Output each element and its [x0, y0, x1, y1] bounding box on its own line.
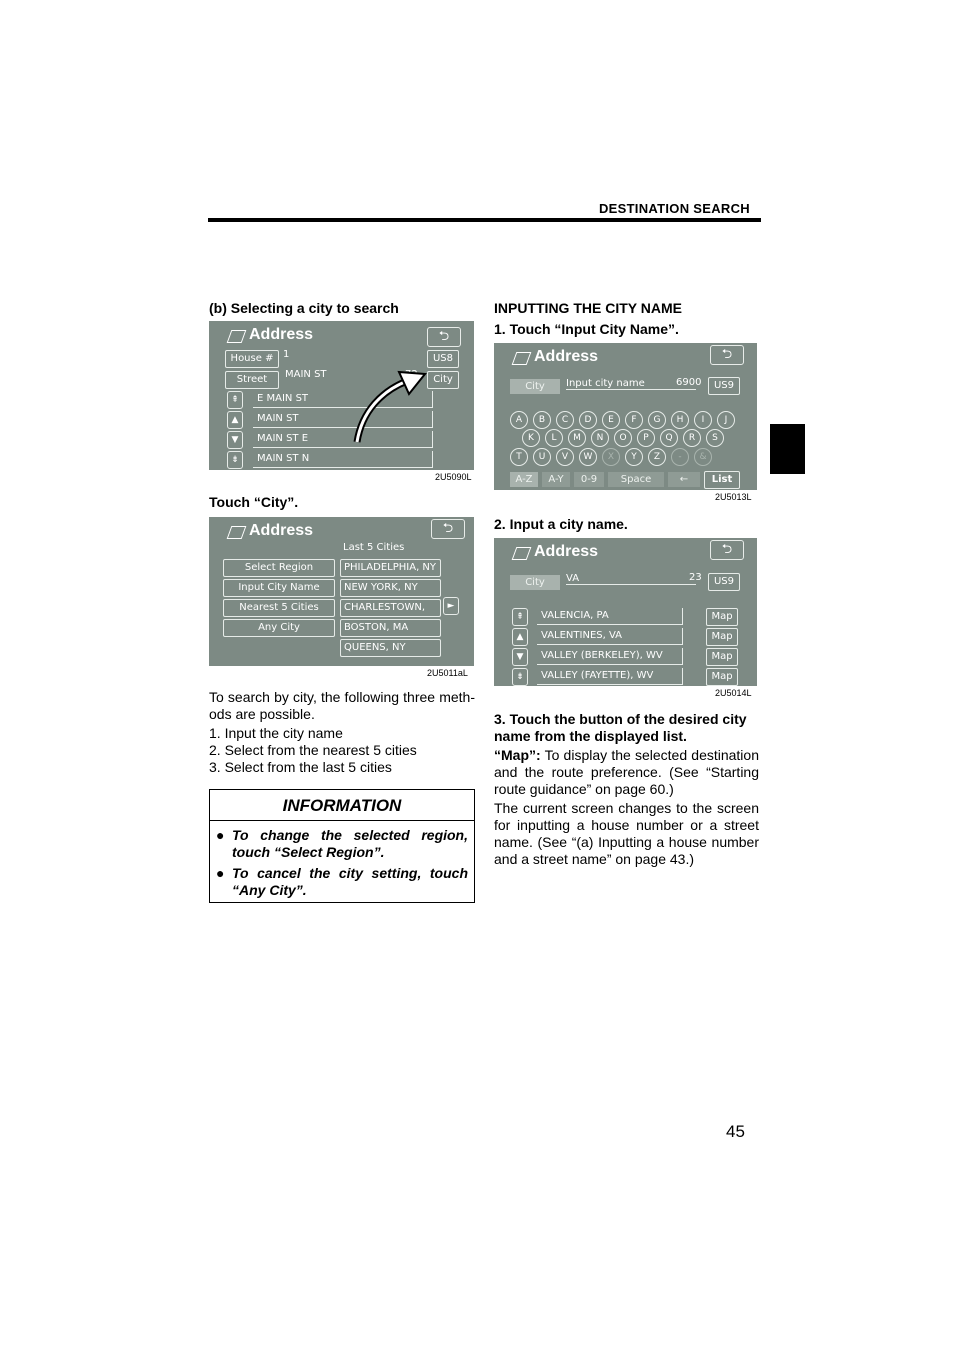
keyboard-key[interactable]: T [510, 448, 528, 466]
screen-title: Address [534, 348, 599, 365]
house-number-button[interactable]: House # [225, 350, 279, 368]
keyboard-key[interactable]: U [533, 448, 551, 466]
subheading-b: (b) Selecting a city to search [209, 300, 399, 316]
method-item: 3. Select from the last 5 cities [209, 759, 392, 775]
page-down-icon[interactable]: ⇟ [512, 668, 528, 686]
keyboard-key[interactable]: - [671, 448, 689, 466]
keyboard-key[interactable]: D [579, 411, 597, 429]
next-page-icon[interactable]: ► [443, 597, 459, 615]
keyboard-key[interactable]: Z [648, 448, 666, 466]
nearest-5-cities-button[interactable]: Nearest 5 Cities [223, 599, 335, 617]
a-y-button[interactable]: A-Y [542, 472, 570, 487]
method-item: 2. Select from the nearest 5 cities [209, 742, 417, 758]
nav-screen-keyboard [494, 343, 757, 490]
address-book-icon [512, 352, 532, 365]
keyboard-key[interactable]: S [706, 429, 724, 447]
map-button[interactable]: Map [706, 668, 738, 686]
city-list-item[interactable]: VALLEY (BERKELEY), WV [537, 648, 683, 665]
address-book-icon [227, 330, 247, 343]
step-1: 1. Touch “Input City Name”. [494, 321, 679, 337]
keyboard-key[interactable]: B [533, 411, 551, 429]
recent-city-button[interactable]: NEW YORK, NY [340, 579, 441, 597]
city-name-input[interactable]: Input city name [566, 378, 696, 390]
scroll-down-icon[interactable]: ▼ [512, 648, 528, 666]
keyboard-key[interactable]: W [579, 448, 597, 466]
map-term: “Map”: [494, 747, 541, 763]
section-header: DESTINATION SEARCH [598, 201, 750, 216]
figure-code: 2U5011aL [427, 668, 468, 678]
numeric-button[interactable]: 0-9 [574, 472, 604, 487]
back-icon[interactable]: ⮌ [427, 327, 461, 347]
recent-city-button[interactable]: PHILADELPHIA, NY [340, 559, 441, 577]
map-button[interactable]: Map [706, 608, 738, 626]
last-5-cities-label: Last 5 Cities [343, 542, 405, 553]
scroll-down-icon[interactable]: ▼ [227, 431, 243, 449]
keyboard-key[interactable]: V [556, 448, 574, 466]
back-icon[interactable]: ⮌ [710, 345, 744, 365]
city-list-item[interactable]: VALLEY (FAYETTE), WV [537, 668, 683, 685]
nav-screen-street [209, 321, 474, 470]
result-count: 6900 [676, 377, 702, 388]
keyboard-key[interactable]: H [671, 411, 689, 429]
instruction-touch-city: Touch “City”. [209, 494, 299, 510]
information-box [209, 789, 475, 903]
map-description [494, 747, 759, 798]
map-button[interactable]: Map [706, 628, 738, 646]
keyboard-key[interactable]: C [556, 411, 574, 429]
house-number-value: 1 [283, 349, 290, 360]
scroll-up-icon[interactable]: ▲ [227, 411, 243, 429]
information-item: ● To change the selected region, touch “Select Region”. [216, 827, 468, 860]
screen-change-note: The current screen changes to the screen for inputting a house number or a street name. (See “(a) Inputting a house number and a street name” on page 43.) [494, 800, 759, 867]
nav-screen-city-list [494, 538, 757, 686]
city-list-item[interactable]: VALENCIA, PA [537, 608, 683, 625]
street-button[interactable]: Street [225, 371, 279, 389]
keyboard-key[interactable]: R [683, 429, 701, 447]
street-list-item[interactable]: MAIN ST E [253, 431, 433, 448]
page-down-icon[interactable]: ⇟ [227, 451, 243, 469]
header-rule [208, 218, 761, 222]
section-heading: INPUTTING THE CITY NAME [494, 300, 682, 316]
keyboard-key[interactable]: N [591, 429, 609, 447]
figure-code: 2U5013L [715, 492, 752, 502]
keyboard-key[interactable]: Q [660, 429, 678, 447]
recent-city-button[interactable]: CHARLESTOWN, [340, 599, 441, 617]
methods-intro: To search by city, the following three meth- ods are possible. [209, 689, 475, 722]
keyboard-key[interactable]: E [602, 411, 620, 429]
city-button[interactable]: City [427, 371, 459, 389]
keyboard-key[interactable]: I [694, 411, 712, 429]
bullet-icon: ● [216, 865, 225, 881]
keyboard-key[interactable]: F [625, 411, 643, 429]
recent-city-button[interactable]: QUEENS, NY [340, 639, 441, 657]
screen-title: Address [534, 543, 599, 560]
screen-title: Address [249, 326, 314, 343]
keyboard-key[interactable]: J [717, 411, 735, 429]
keyboard-key[interactable]: G [648, 411, 666, 429]
keyboard-key[interactable]: X [602, 448, 620, 466]
address-book-icon [512, 547, 532, 560]
screen-title: Address [249, 522, 314, 539]
keyboard-key[interactable]: K [522, 429, 540, 447]
result-count: 23 [689, 572, 702, 583]
figure-code: 2U5014L [715, 688, 752, 698]
city-button[interactable]: City [510, 575, 560, 590]
keyboard-key[interactable]: L [545, 429, 563, 447]
list-button[interactable]: List [704, 471, 740, 489]
page-up-icon[interactable]: ⇞ [512, 608, 528, 626]
keyboard-key[interactable]: A [510, 411, 528, 429]
keyboard-key[interactable]: Y [625, 448, 643, 466]
backspace-icon[interactable]: ← [668, 472, 700, 487]
keyboard-key[interactable]: O [614, 429, 632, 447]
street-list-item[interactable]: E MAIN ST [253, 391, 433, 408]
chapter-tab-marker [770, 424, 805, 474]
a-z-button[interactable]: A-Z [510, 472, 538, 487]
nav-screen-city-options [209, 517, 474, 666]
city-name-input[interactable]: VA [566, 573, 696, 585]
pointer-arrow-icon [347, 366, 437, 446]
city-button[interactable]: City [510, 379, 560, 394]
keyboard-key[interactable]: P [637, 429, 655, 447]
keyboard-key[interactable]: & [694, 448, 712, 466]
step-3: 3. Touch the button of the desired city name from the displayed list. [494, 711, 747, 744]
city-list-item[interactable]: VALENTINES, VA [537, 628, 683, 645]
map-button[interactable]: Map [706, 648, 738, 666]
page-up-icon[interactable]: ⇞ [227, 391, 243, 409]
information-divider [210, 820, 474, 821]
back-icon[interactable]: ⮌ [710, 540, 744, 560]
scroll-up-icon[interactable]: ▲ [512, 628, 528, 646]
information-title: INFORMATION [282, 796, 402, 815]
street-list-item[interactable]: MAIN ST N [253, 451, 433, 468]
map-definition: To display the selected destination and the route preference. (See “Starting route guidance” on page 60.) [494, 747, 759, 797]
state-button[interactable]: US9 [708, 573, 740, 591]
state-button[interactable]: US9 [708, 377, 740, 395]
bullet-icon: ● [216, 827, 225, 843]
input-city-name-button[interactable]: Input City Name [223, 579, 335, 597]
select-region-button[interactable]: Select Region [223, 559, 335, 577]
back-icon[interactable]: ⮌ [431, 519, 465, 539]
keyboard-key[interactable]: M [568, 429, 586, 447]
page-number: 45 [726, 1122, 745, 1141]
street-value: MAIN ST [285, 369, 327, 380]
figure-code: 2U5090L [435, 472, 472, 482]
step-2: 2. Input a city name. [494, 516, 628, 532]
recent-city-button[interactable]: BOSTON, MA [340, 619, 441, 637]
information-item: ● To cancel the city setting, touch “Any City”. [216, 865, 468, 898]
state-button[interactable]: US8 [427, 350, 459, 368]
address-book-icon [227, 526, 247, 539]
any-city-button[interactable]: Any City [223, 619, 335, 637]
street-list-item[interactable]: MAIN ST [253, 411, 433, 428]
method-item: 1. Input the city name [209, 725, 343, 741]
space-button[interactable]: Space [608, 472, 664, 487]
